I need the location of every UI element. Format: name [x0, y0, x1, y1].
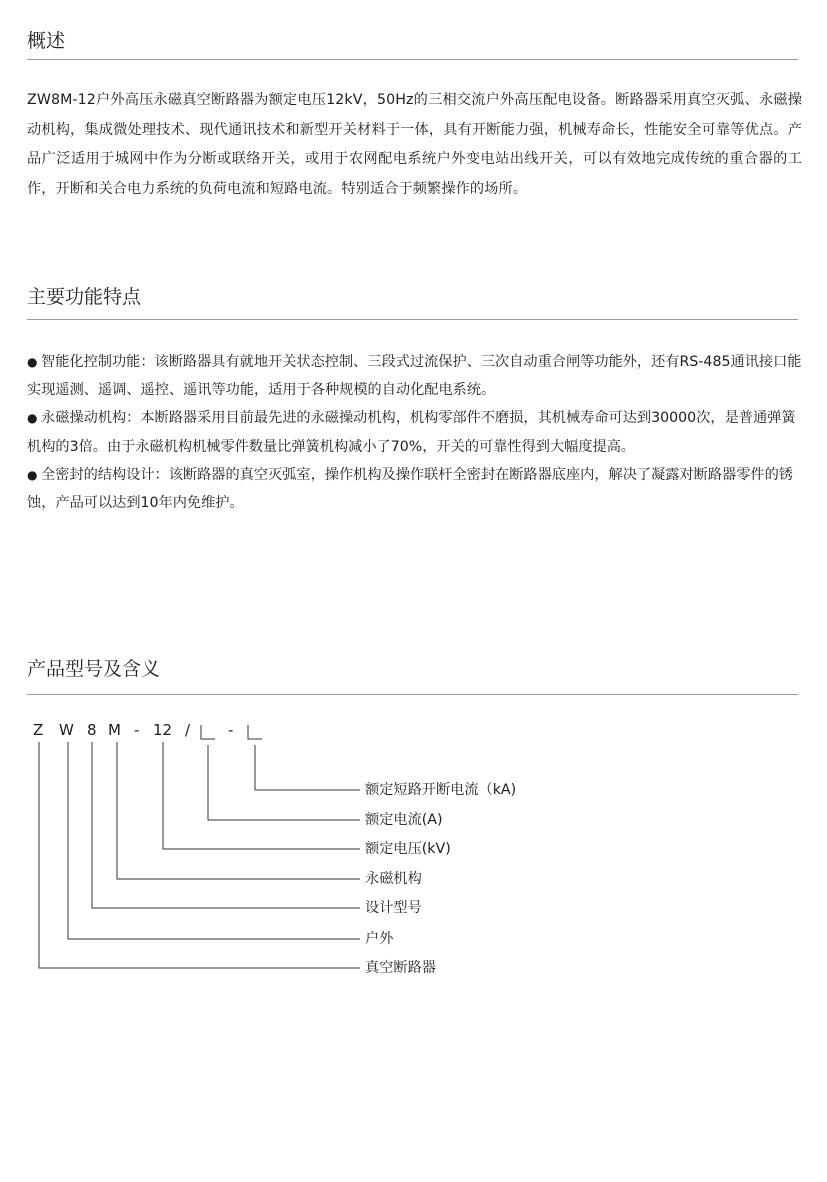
model-code-w: W — [59, 721, 74, 739]
connector-permanent-magnet — [117, 742, 360, 879]
placeholder-box-current — [201, 725, 215, 739]
model-code-m: M — [108, 721, 121, 739]
connector-outdoor — [68, 742, 360, 939]
features-title: 主要功能特点 — [27, 286, 142, 308]
meaning-rated-voltage: 额定电压(kV) — [365, 841, 451, 857]
overview-title: 概述 — [27, 30, 66, 52]
bullet-icon: ● — [27, 355, 38, 369]
connector-rated-voltage — [163, 742, 360, 849]
meaning-vacuum-breaker: 真空断路器 — [365, 960, 436, 976]
connector-vacuum-breaker — [39, 742, 360, 968]
model-code-dash-2: - — [228, 721, 234, 739]
feature-text: 永磁操动机构：本断路器采用目前最先进的永磁操动机构，机构零部件不磨损，其机械寿命可达到30000次，是普通弹簧机构的3倍。由于永磁机构机械零件数量比弹簧机构减小了70%，开关的可靠性得到大幅度提高。 — [27, 410, 796, 455]
meaning-breaking-current: 额定短路开断电流（kA) — [365, 782, 517, 798]
connector-design-model — [92, 742, 360, 908]
bullet-icon: ● — [27, 411, 38, 426]
meaning-rated-current: 额定电流(A) — [365, 812, 443, 828]
model-code-dash-1: - — [134, 721, 140, 739]
model-code-slash: / — [185, 721, 191, 739]
meaning-permanent-magnet: 永磁机构 — [365, 871, 422, 887]
feature-text: 智能化控制功能：该断路器具有就地开关状态控制、三段式过流保护、三次自动重合闸等功能外，还有RS-485通讯接口能实现遥测、遥调、遥控、遥讯等功能，适用于各种规模的自动化配电系统。 — [27, 354, 802, 399]
connector-breaking-current — [255, 745, 360, 790]
model-title: 产品型号及含义 — [27, 658, 161, 680]
model-code-z: Z — [33, 721, 44, 739]
model-code-12: 12 — [153, 721, 173, 739]
bullet-icon: ● — [27, 467, 38, 482]
feature-text: 全密封的结构设计：该断路器的真空灭弧室，操作机构及操作联杆全密封在断路器底座内，解决了凝露对断路器零件的锈蚀，产品可以达到10年内免维护。 — [27, 466, 793, 512]
placeholder-box-breaking — [248, 725, 262, 739]
meaning-outdoor: 户外 — [365, 931, 394, 947]
overview-paragraph: ZW8M-12户外高压永磁真空断路器为额定电压12kV，50Hz的三相交流户外高压配电设备。断路器采用真空灭弧、永磁操动机构，集成微处理技术、现代通讯技术和新型开关材料于一体，具有开断能力强，机械寿命长，性能安全可靠等优点。产品广泛适用于城网中作为分断或联络开关，或用于农网配电系统户外变电站出线开关，可以有效地完成传统的重合器的工作，开断和关合电力系统的负荷电流和短路电流。特别适合于频繁操作的场所。 — [27, 92, 802, 197]
meaning-design-model: 设计型号 — [365, 900, 422, 916]
connector-rated-current — [208, 745, 360, 820]
model-code-8: 8 — [87, 721, 97, 739]
